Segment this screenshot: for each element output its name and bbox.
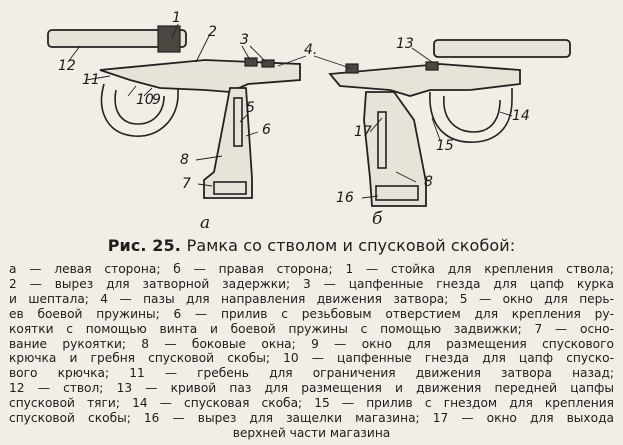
legend-line: вание рукоятки; 8 — боковые окна; 9 — окно для размещения спускового: [9, 336, 614, 351]
barrel-right: [434, 40, 570, 57]
figure-caption: [0, 236, 623, 255]
callout-10: 10: [136, 92, 154, 108]
legend-line: кoятки с помощью винта и боевой пружины с помощью задвижки; 7 — осно-: [9, 321, 614, 336]
left-side-view: [48, 26, 300, 198]
trigger-guard-right: [430, 88, 512, 142]
legend-line: 12 — ствол; 13 — кривой паз для размещения и движения передней цапфы: [9, 381, 614, 396]
callout-14: 14: [512, 108, 530, 124]
legend-line: верхней части магазина: [232, 425, 391, 440]
callout-17: 17: [354, 124, 372, 140]
barrel-mount: [158, 26, 180, 52]
grip-frame-right: [364, 92, 426, 206]
callout-8-right: 8: [424, 174, 433, 190]
callout-3: 3: [240, 32, 249, 48]
legend-line: спусковой тяги; 14 — спусковая скоба; 15 — прилив с гнездом для крепления: [9, 396, 614, 411]
callout-1: 1: [172, 10, 181, 26]
callout-8-left: 8: [180, 152, 189, 168]
legend-line: вого крючка; 11 — гребень для ограничения движения затвора назад;: [9, 366, 614, 381]
callout-11: 11: [82, 72, 100, 88]
trigger-pivot-left: [245, 58, 257, 66]
sear-pivot-left: [262, 60, 274, 67]
figure-title: Рамка со стволом и спусковой скобой:: [186, 236, 516, 255]
callout-5: 5: [246, 100, 255, 116]
callout-6: 6: [262, 122, 271, 138]
figure-number: Рис. 25.: [107, 236, 181, 255]
callout-15: 15: [436, 138, 454, 154]
legend-line: спусковой скобы; 16 — вырез для защелки магазина; 17 — окно для выхода: [9, 411, 614, 426]
callout-13: 13: [396, 36, 414, 52]
legend-line: а — левая сторона; б — правая сторона; 1 — стойка для крепления ствола;: [9, 262, 614, 276]
trigger-guard-inner-right: [444, 96, 500, 132]
legend-line: крючка и гребня спусковой скобы; 10 — цапфенные гнезда для цапф спуско-: [9, 351, 614, 366]
callout-9: 9: [152, 92, 161, 108]
callout-7: 7: [182, 176, 191, 192]
legend-line: 2 — вырез для затворной задержки; 3 — цапфенные гнезда для цапф курка: [9, 276, 614, 291]
legend-line: ев боевой пружины; 6 — прилив с резьбовым отверстием для крепления ру-: [9, 306, 614, 321]
legend-line: и шептала; 4 — пазы для направления движения затвора; 5 — окно для перь-: [9, 291, 614, 306]
view-label-b: б: [372, 209, 383, 229]
figure-legend: [9, 262, 614, 441]
view-label-a: а: [200, 213, 211, 232]
callout-4: 4.: [304, 42, 318, 58]
guide-slot-right: [346, 64, 358, 73]
callout-2: 2: [208, 24, 217, 40]
right-side-view: [330, 40, 570, 206]
cam-slot-right: [426, 62, 438, 70]
callout-12: 12: [58, 58, 76, 74]
callout-16: 16: [336, 190, 354, 206]
